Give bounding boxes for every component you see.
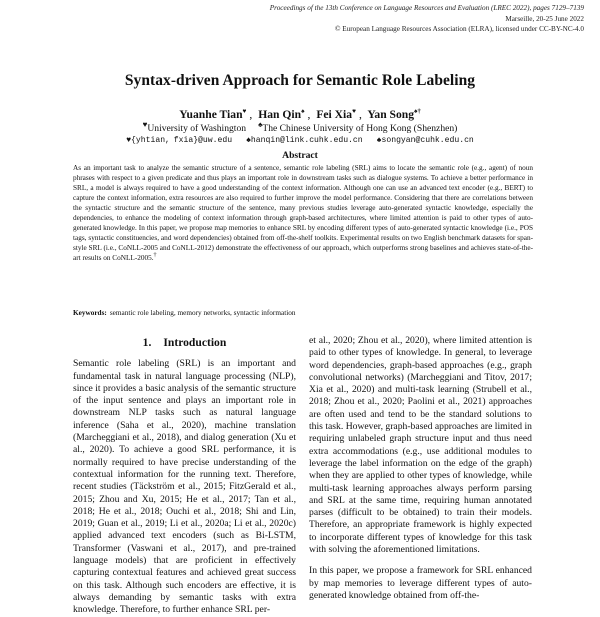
- author-list: Yuanhe Tian♥ , Han Qin♠ , Fei Xia♥ , Yan Song♠†: [179, 108, 421, 121]
- affiliation-name: University of Washington: [147, 123, 247, 134]
- affiliation-name: The Chinese University of Hong Kong (Shenzhen): [262, 123, 458, 134]
- keywords-line: [73, 308, 533, 318]
- right-column: [309, 335, 532, 602]
- license-line: © European Language Resources Association (ELRA), licensed under CC-BY-NC-4.0: [335, 25, 584, 33]
- author-name: Han Qin: [258, 108, 302, 121]
- author-mark: ♠†: [414, 108, 421, 116]
- intro-paragraph: In this paper, we propose a framework for SRL enhanced by map memories to leverage different types of auto-generated knowledge obtained from off-the-: [309, 565, 532, 601]
- abstract-body: [73, 163, 533, 263]
- paper-title: Syntax-driven Approach for Semantic Role Labeling: [124, 72, 476, 89]
- author-name: Yuanhe Tian: [179, 108, 243, 121]
- affiliation-mark: ♠: [258, 119, 263, 129]
- author-name: Yan Song: [367, 108, 415, 121]
- place-date-line: Marseille, 20-25 June 2022: [505, 14, 584, 23]
- affiliation: [258, 119, 458, 134]
- footnote-mark: †: [153, 253, 157, 260]
- author-mark: ♠: [301, 108, 305, 116]
- proceedings-header: [270, 3, 584, 35]
- section-heading: [73, 337, 296, 349]
- intro-paragraph: et al., 2020; Zhou et al., 2020), where limited attention is paid to other types of knowledge. In general, to leverage word dependencies, graph-based approaches (e.g., graph convolutional networks) (Marcheggiani and Titov, 2017; Xia et al., 2020) and multi-task learning (Strubell et al., 2018; Zhou et al., 2020; Paolini et al., 2021) approaches are often used and tend to be the standard solutions to this task. However, graph-based approaches are limited in requiring unlabeled graph structure input and thus need extra accommodations (e.g., use additional modules to leverage the label information on the edge of the graph) when they are applied to other types of knowledge, while multi-task learning approaches always perform parsing and SRL at the same time, requiring human annotated parses (difficult to be obtained) to train their models. Therefore, an appropriate framework is highly expected to incorporate different types of knowledge for this task with solving the aforementioned limitations.: [309, 335, 532, 556]
- keywords-text: semantic role labeling, memory networks, syntactic information: [109, 309, 296, 317]
- author-mark: ♥: [352, 108, 356, 116]
- affiliation-mark: ♥: [142, 119, 148, 129]
- author-name: Fei Xia: [316, 108, 353, 121]
- email: ♠hanqin@link.cuhk.edu.cn: [246, 136, 363, 145]
- keywords-label: Keywords:: [73, 309, 107, 317]
- affiliations: [0, 119, 600, 134]
- left-column: [73, 337, 296, 617]
- abstract-heading: Abstract: [282, 150, 318, 161]
- venue-line: Proceedings of the 13th Conference on Language Resources and Evaluation (LREC 2022), pages 7129–7139: [269, 4, 584, 12]
- section-number: 1.: [142, 336, 152, 349]
- author-mark: ♥: [242, 108, 247, 116]
- intro-paragraph: Semantic role labeling (SRL) is an important and fundamental task in natural language processing (NLP), since it provides a basic analysis of the semantic structure of the input sentence and plays an important role in downstream NLP tasks such as natural language inference (Saha et al., 2020), machine translation (Marcheggiani et al., 2018), and dialog generation (Xu et al., 2020). To achieve a good SRL performance, it is normally required to have precise understanding of the contextual information for the running text. Therefore, recent studies (Täckström et al., 2015; FitzGerald et al., 2015; Zhou and Xu, 2015; He et al., 2017; Tan et al., 2018; He et al., 2018; Ouchi et al., 2018; Shi and Lin, 2019; Guan et al., 2019; Li et al., 2020a; Li et al., 2020c) applied advanced text encoders (such as Bi-LSTM, Transformer (Vaswani et al., 2017), and pre-trained language models) that are proficient in effectively capturing contextual features and achieved great success on this task. Although such encoders are effective, it is always demanding by semantic tasks with extra knowledge. Therefore, to further enhance SRL per-: [73, 358, 296, 616]
- email: ♠songyan@cuhk.edu.cn: [376, 136, 474, 145]
- abstract-text: As an important task to analyze the semantic structure of a sentence, semantic role labeling (SRL) aims to locate the semantic role (e.g., agent) of noun phrases with respect to a given predicate and thus plays an important role in downstream tasks such as dialogue systems. To achieve a better performance in SRL, a model is always required to have a good understanding of the context information. Although one can use an advanced text encoder (e.g., BERT) to capture the context information, extra resources are also required to further improve the model performance. Considering that there are correlations between the syntactic structure and the semantic structure of the sentence, many previous studies leverage auto-generated syntactic knowledge, especially the dependencies, to enhance the modeling of context information through graph-based architectures, where limited attention is paid to other types of auto-generated knowledge. In this paper, we propose map memories to enhance SRL by encoding different types of auto-generated syntactic knowledge (i.e., POS tags, syntactic constituencies, and word dependencies) obtained from off-the-shelf toolkits. Experimental results on two English benchmark datasets for span-style SRL (i.e., CoNLL-2005 and CoNLL-2012) demonstrate the effectiveness of our approach, which outperforms strong baselines and achieves state-of-the-art results on CoNLL-2005.: [73, 164, 533, 263]
- email: ♥{yhtian, fxia}@uw.edu: [126, 136, 233, 145]
- author-emails: [0, 136, 600, 145]
- section-title: Introduction: [163, 336, 227, 349]
- affiliation: [142, 119, 247, 134]
